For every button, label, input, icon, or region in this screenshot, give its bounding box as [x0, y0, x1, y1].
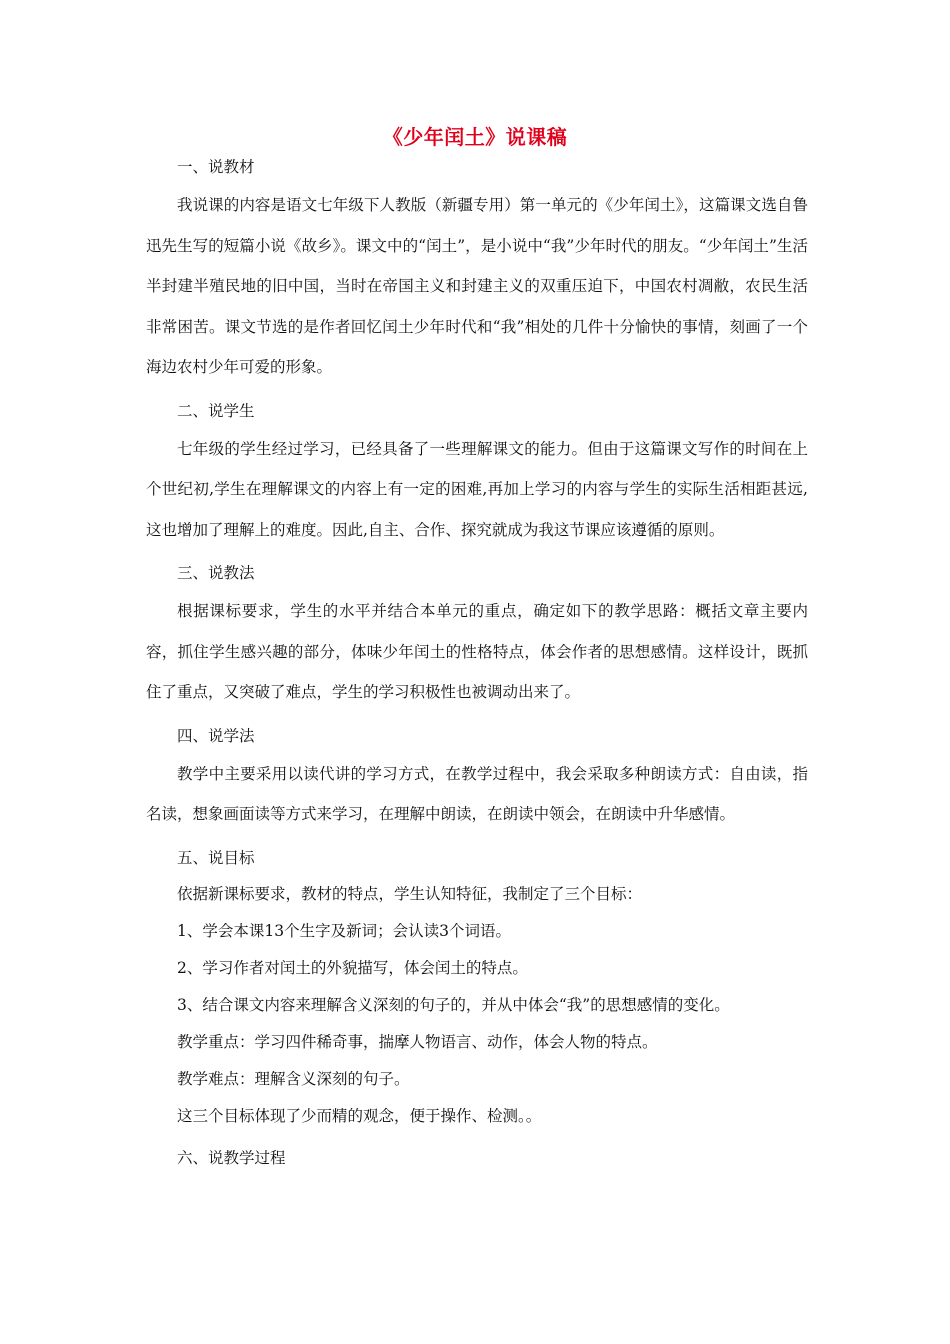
goals-intro: 依据新课标要求，教材的特点，学生认知特征，我制定了三个目标：	[177, 884, 643, 903]
section-paragraph-textbook: 我说课的内容是语文七年级下人教版（新疆专用）第一单元的《少年闰土》，这篇课文选自鲁迅先生写的短篇小说《故乡》。课文中的“闰土”，是小说中“我”少年时代的朋友。“少年闰土”生活半封建半殖民地的旧中国，当时在帝国主义和封建主义的双重压迫下，中国农村凋敝，农民生活非常困苦。课文节选的是作者回忆闰土少年时代和“我”相处的几件十分愉快的事情，刻画了一个海边农村少年可爱的形象。	[146, 196, 808, 376]
section-heading-teaching-method: 三、说教法	[177, 564, 255, 582]
section-heading-students: 二、说学生	[177, 401, 255, 420]
section-paragraph-learning-method: 教学中主要采用以读代讲的学习方式，在教学过程中，我会采取多种朗读方式：自由读，指名读，想象画面读等方式来学习，在理解中朗读，在朗读中领会，在朗读中升华感情。	[146, 764, 808, 823]
teaching-difficulty: 教学难点：理解含义深刻的句子。	[177, 1069, 410, 1088]
goal-item-2: 2、学习作者对闰土的外貌描写，体会闰土的特点。	[177, 958, 528, 977]
goals-summary: 这三个目标体现了少而精的观念，便于操作、检测。。	[177, 1106, 542, 1125]
document-body	[146, 150, 808, 1176]
section-heading-learning-method: 四、说学法	[177, 726, 255, 745]
section-paragraph-students: 七年级的学生经过学习，已经具备了一些理解课文的能力。但由于这篇课文写作的时间在上个世纪初,学生在理解课文的内容上有一定的困难,再加上学习的内容与学生的实际生活相距甚远,这也增加了理解上的难度。因此,自主、合作、探究就成为我这节课应该遵循的原则。	[146, 439, 808, 539]
section-heading-teaching-process: 六、说教学过程	[177, 1148, 286, 1167]
section-paragraph-teaching-method: 根据课标要求，学生的水平并结合本单元的重点，确定如下的教学思路：概括文章主要内容，抓住学生感兴趣的部分，体味少年闰土的性格特点，体会作者的思想感情。这样设计，既抓住了重点，又突破了难点，学生的学习积极性也被调动出来了。	[146, 602, 808, 701]
section-heading-textbook: 一、说教材	[177, 158, 255, 176]
teaching-key-point: 教学重点：学习四件稀奇事，揣摩人物语言、动作，体会人物的特点。	[177, 1032, 658, 1051]
section-heading-goals: 五、说目标	[177, 848, 255, 867]
goal-item-1: 1、学会本课13个生字及新词；会认读3个词语。	[177, 921, 511, 940]
goal-item-3: 3、结合课文内容来理解含义深刻的句子的，并从中体会“我”的思想感情的变化。	[177, 995, 730, 1014]
document-title: 《少年闰土》说课稿	[382, 125, 568, 149]
